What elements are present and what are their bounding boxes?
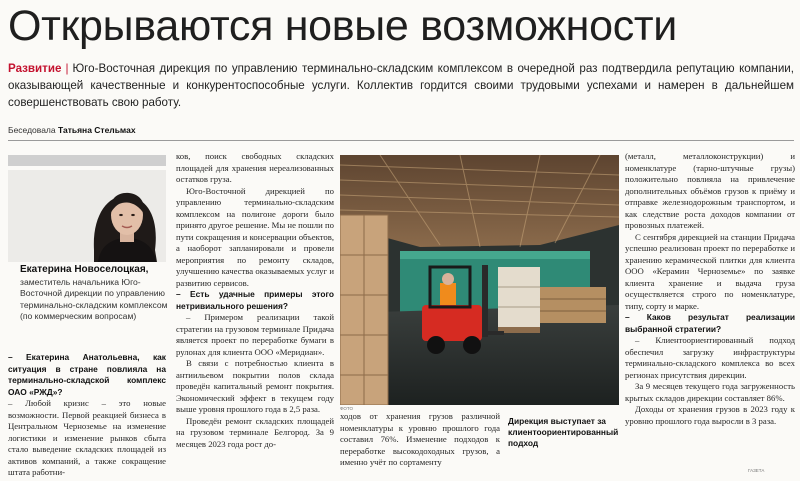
interview-answer: – Клиентоориентированный подход обеспечил загрузку инфраструктуры терминально-складского комплекса во всех регионах присутствия дирекции. — [625, 335, 795, 380]
interview-question: – Каков результат реализации выбранной стратегии? — [625, 312, 795, 334]
byline-author: Татьяна Стельмах — [58, 125, 136, 135]
column4-paragraph: С сентября дирекцией на станции Придача успешно реализован проект по переработке и хранению керамической плитки для клиента ООО «Керамин Черноземье» по заявке клиента хранение и выдача груза осуществляется строго по номенклатуре, типу, сорту и марке. — [625, 231, 795, 311]
column4-paragraph: (металл, металлоконструкции) и номенклатуре (тарно-штучные грузы) положительно повлияла на привлечение дополнительных объёмов грузов к приёму и отправке железнодорожным транспортом, и как следствие роста доходов компании от провозных платежей. — [625, 151, 795, 230]
photo-credit: ФОТО — [340, 406, 353, 411]
column4-paragraph: Доходы от хранения грузов в 2023 году к уровню прошлого года выросли в 3 раза. — [625, 404, 795, 426]
interview-answer: – Примером реализации такой стратегии на грузовом терминале Придача является проект по переработке бумаги в рулонах для клиента ООО «Меридиан». — [176, 312, 334, 357]
byline-label: Беседовала — [8, 125, 56, 135]
interview-answer: – Любой кризис – это новые возможности. Первой реакцией бизнеса в Центральном Черноземье на изменение логистики и изменение рынков сбыта стало выведение складских площадей из активов компаний, а также сокращение штата работни- — [8, 398, 166, 477]
portrait-description: заместитель начальника Юго-Восточной дирекции по управлению терминально-складским комплексом (по коммерческим вопросам) — [20, 277, 168, 322]
article-column-2 — [176, 151, 334, 450]
article-column-1 — [8, 352, 166, 479]
rubric-separator: | — [65, 62, 69, 75]
article-column-3 — [340, 411, 500, 469]
page-headline: Открываются новые возможности — [8, 2, 678, 50]
interview-question: – Екатерина Анатольевна, как ситуация в стране повлияла на терминально-складской комплекс ОАО «РЖД»? — [8, 352, 166, 397]
portrait-name: Екатерина Новоселоцкая, — [20, 264, 149, 275]
column4-paragraph: За 9 месяцев текущего года загруженность крытых складов дирекции составляет 86%. — [625, 381, 795, 403]
divider-rule — [8, 140, 794, 141]
interview-question: – Есть удачные примеры этого нетривиального решения? — [176, 289, 334, 311]
byline — [8, 125, 136, 135]
box-stack — [340, 215, 388, 405]
portrait-photo — [8, 170, 166, 262]
warehouse-photo — [340, 155, 619, 405]
portrait-top-band — [8, 155, 166, 166]
lead-paragraph — [8, 60, 794, 111]
article-column-4 — [625, 151, 795, 427]
portrait-illustration — [8, 170, 166, 262]
warehouse-illustration — [340, 155, 619, 405]
photo-caption — [508, 416, 618, 449]
column2-paragraph: Проведён ремонт складских площадей на грузовом терминале Белгород. За 9 месяцев 2023 года рост до- — [176, 415, 334, 449]
rubric-label: Развитие — [8, 62, 62, 75]
column3-paragraph: ходов от хранения грузов различной номенклатуры к уровню прошлого года составил 76%. Изменение подходов к переработке высокодоходных грузов, а именно учёт по сортаменту — [340, 411, 500, 467]
column2-paragraph: В связи с потребностью клиента в антиильевом покрытии полов склада проведён капитальный ремонт покрытия. Экономический эффект в текущем году выше уровня прошлого года в 2,5 раза. — [176, 358, 334, 414]
column2-paragraph: ков, поиск свободных складских площадей для хранения нереализованных остатков груза. — [176, 151, 334, 184]
lead-text: Юго-Восточная дирекция по управлению терминально-складским комплексом в очередной раз подтвердила репутацию компании, оказывающей качественные и конкурентоспособные услуги. Коллектив гордится своими трудовыми успехами и намерен в дальнейшем совершенствовать свою работу. — [8, 62, 794, 109]
newspaper-tag: ГАЗЕТА — [748, 468, 765, 473]
column2-paragraph: Юго-Восточной дирекцией по управлению терминально-складским комплексом на полигоне дороги было принято другое решение. Мы не пошли по пути сокращения и консервации объектов, а наоборот запланировали и провели мероприятия по ремонту складов, улучшению качества оказываемых услуг и развитию сервисов. — [176, 185, 334, 288]
caption-text: Дирекция выступает за клиентоориентированный подход — [508, 416, 619, 448]
